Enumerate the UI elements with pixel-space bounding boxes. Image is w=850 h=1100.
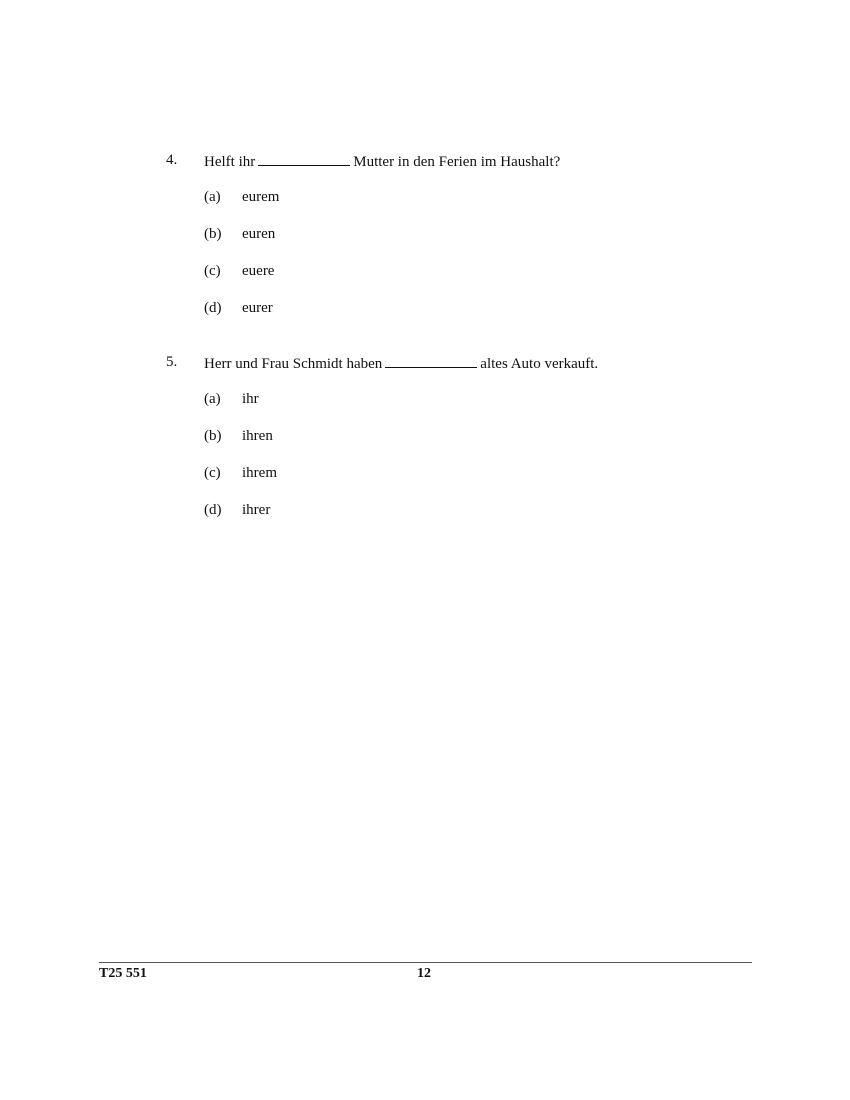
footer-exam-code: T25 551 [99, 966, 147, 981]
option-text: ihren [242, 428, 273, 444]
option-label: (c) [204, 263, 221, 279]
question-text-before-blank: Herr und Frau Schmidt haben [204, 356, 383, 372]
question-text-before-blank: Helft ihr [204, 154, 256, 170]
footer-page-number: 12 [417, 966, 431, 981]
option-text: euren [242, 226, 276, 242]
question-number: 5. [166, 354, 178, 370]
option-text: eurem [242, 189, 280, 205]
option-text: ihrer [242, 502, 271, 518]
option-label: (d) [204, 300, 222, 316]
option-label: (b) [204, 428, 222, 444]
option-label: (a) [204, 391, 221, 407]
answer-blank [385, 353, 477, 368]
footer-divider [99, 962, 752, 963]
question-text-after-blank: altes Auto verkauft. [480, 356, 599, 372]
question-text [204, 151, 560, 171]
question-number: 4. [166, 152, 178, 168]
question-text [204, 353, 598, 373]
option-text: eurer [242, 300, 273, 316]
option-text: euere [242, 263, 275, 279]
option-label: (b) [204, 226, 222, 242]
question-text-after-blank: Mutter in den Ferien im Haushalt? [353, 154, 561, 170]
option-label: (d) [204, 502, 222, 518]
option-label: (c) [204, 465, 221, 481]
option-text: ihr [242, 391, 259, 407]
answer-blank [258, 151, 350, 166]
option-text: ihrem [242, 465, 277, 481]
option-label: (a) [204, 189, 221, 205]
